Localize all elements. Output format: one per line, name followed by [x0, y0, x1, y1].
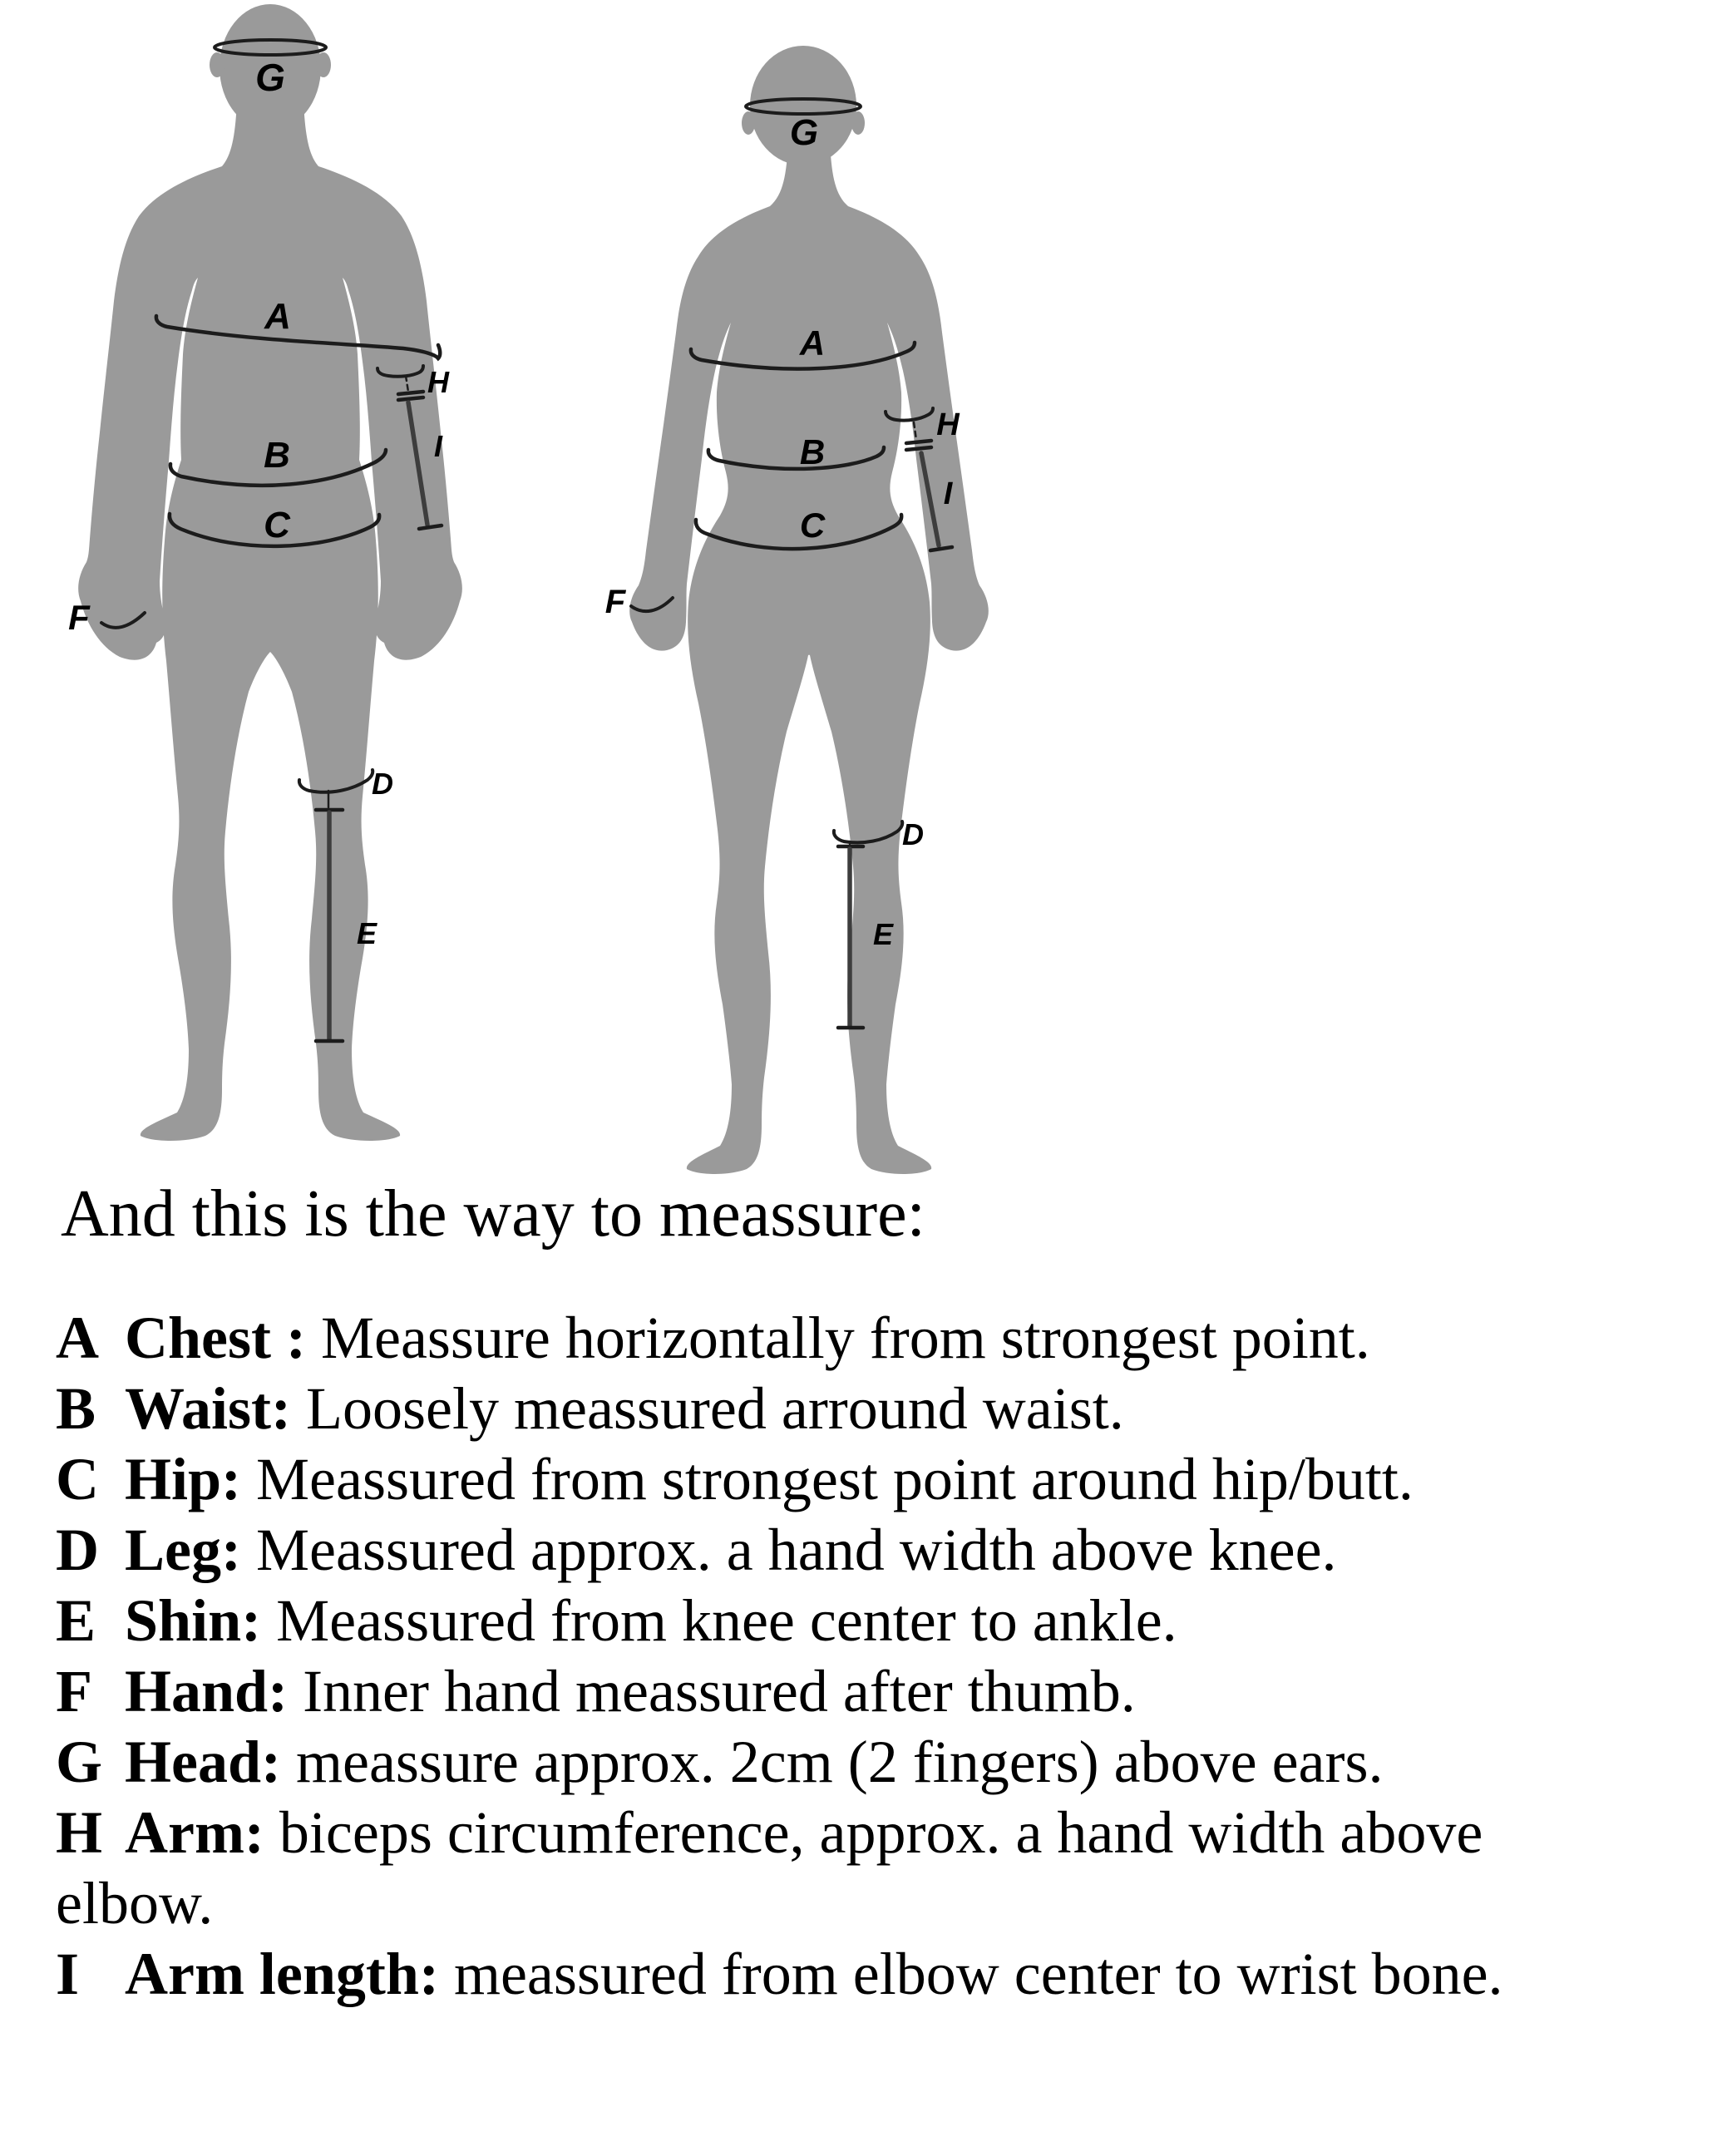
measure-item-name: Arm:	[125, 1799, 264, 1866]
measure-item-description: Loosely meassured arround waist.	[306, 1375, 1124, 1442]
measure-item	[56, 1727, 1660, 1798]
female-body-silhouette	[629, 140, 814, 1174]
measure-item-continuation	[56, 1868, 1660, 1939]
measure-item-letter: A	[56, 1305, 99, 1371]
male-elbow-bar-2	[398, 397, 423, 400]
male-label-chest: A	[264, 296, 291, 337]
male-elbow-bar-1	[398, 392, 423, 394]
measure-item	[56, 1303, 1660, 1374]
measure-item-description: Meassured from strongest point around hip/butt.	[256, 1446, 1414, 1512]
measure-item-description: biceps circumference, approx. a hand width above	[279, 1799, 1483, 1866]
female-label-shin: E	[872, 917, 894, 951]
measure-item-name: Leg:	[125, 1517, 241, 1583]
male-label-hip: C	[264, 505, 290, 545]
female-label-waist: B	[799, 432, 826, 471]
measure-item-name: Hand:	[125, 1658, 289, 1724]
measurement-list	[56, 1303, 1660, 2010]
page-title: And this is the way to meassure:	[61, 1177, 925, 1251]
measure-item-letter: C	[56, 1446, 99, 1512]
measure-item-description: Inner hand meassured after thumb.	[303, 1658, 1136, 1724]
male-label-head: G	[255, 56, 285, 99]
male-label-shin: E	[356, 916, 377, 950]
female-label-hip: C	[799, 506, 826, 545]
measure-item-name: Hip:	[125, 1446, 242, 1512]
measure-item-description: Meassured from knee center to ankle.	[276, 1587, 1177, 1654]
female-label-leg: D	[902, 817, 924, 851]
measure-item-letter: I	[56, 1941, 80, 2007]
female-label-head: G	[789, 112, 819, 153]
measure-item-name: Arm length:	[125, 1941, 439, 2007]
measure-item-description: Meassured approx. a hand width above knee.	[255, 1517, 1337, 1583]
male-label-hand: F	[68, 598, 90, 637]
male-label-arm: H	[427, 365, 449, 399]
measure-item-letter: G	[56, 1729, 103, 1795]
measure-item-name: Waist:	[125, 1375, 292, 1442]
measure-item-description: meassured from elbow center to wrist bone.	[453, 1941, 1503, 2007]
male-right-ear	[316, 52, 331, 77]
female-label-hand: F	[604, 584, 626, 620]
female-elbow-bar-2	[906, 447, 931, 450]
measure-item-name: Chest :	[125, 1305, 306, 1371]
measure-item-letter: B	[56, 1375, 96, 1442]
female-elbow-bar-1	[906, 441, 931, 443]
measure-item	[56, 1374, 1660, 1444]
male-body-silhouette	[78, 100, 275, 1141]
female-label-arm: H	[936, 407, 960, 442]
female-label-armlength: I	[943, 476, 953, 511]
measure-item-description: meassure approx. 2cm (2 fingers) above ears.	[295, 1729, 1384, 1795]
measure-item	[56, 1444, 1660, 1515]
male-figure	[62, 0, 478, 1147]
measure-item	[56, 1515, 1660, 1586]
measure-item	[56, 1939, 1660, 2010]
measure-item	[56, 1586, 1660, 1656]
measure-item-letter: F	[56, 1658, 92, 1724]
male-label-waist: B	[264, 435, 290, 476]
measure-item	[56, 1656, 1660, 1727]
measure-item-letter: D	[56, 1517, 99, 1583]
measure-item-letter: E	[56, 1587, 96, 1654]
measure-item	[56, 1798, 1660, 1868]
measure-item-letter: H	[56, 1799, 103, 1866]
measure-item-description: elbow.	[56, 1870, 214, 1936]
measure-item-name: Head:	[125, 1729, 281, 1795]
female-left-ear	[742, 111, 755, 135]
female-figure	[599, 33, 1031, 1181]
measure-item-name: Shin:	[125, 1587, 262, 1654]
male-left-ear	[210, 52, 225, 77]
female-right-ear	[851, 111, 865, 135]
male-label-armlength: I	[433, 429, 443, 463]
male-label-leg: D	[372, 767, 393, 801]
female-label-chest: A	[799, 323, 826, 363]
measure-item-description: Meassure horizontally from strongest point.	[320, 1305, 1370, 1371]
